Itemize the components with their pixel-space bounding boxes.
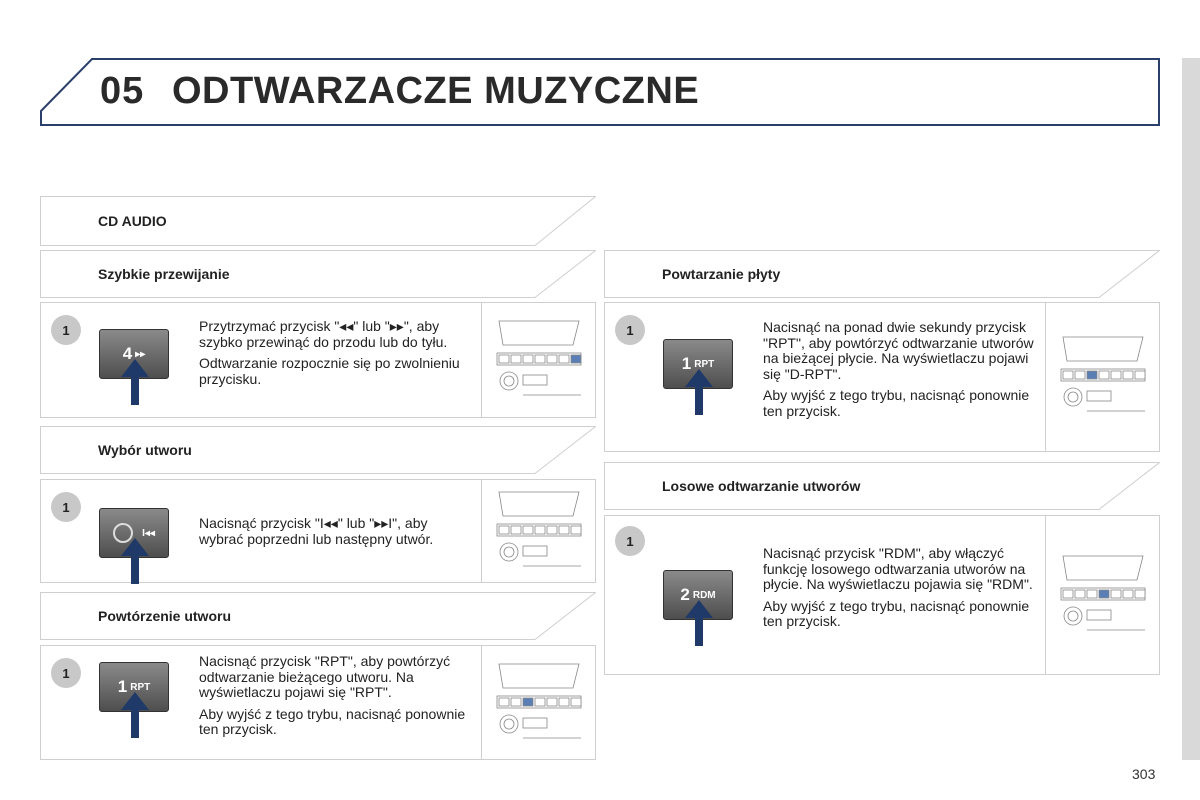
step-badge: 1 xyxy=(51,658,81,688)
cd-audio-title: CD AUDIO xyxy=(98,213,167,229)
button-function: RDM xyxy=(692,589,716,601)
skip-back-icon: I◂◂ xyxy=(142,527,155,539)
radio-panel-thumbnail xyxy=(1057,550,1149,642)
divider xyxy=(481,303,482,417)
paragraph: Nacisnąć przycisk "RDM", aby włączyć funkcję losowego odtwarzania utworów na płycie. Na wyświetlaczu pojawia się "RDM". xyxy=(763,545,1033,592)
divider xyxy=(481,646,482,759)
press-arrow-icon xyxy=(685,369,713,415)
section-tab-disc-repeat xyxy=(604,250,1160,298)
section-tab-fast-forward xyxy=(40,250,596,298)
button-number: 2 xyxy=(680,585,690,604)
section-tab-track-select xyxy=(40,426,596,474)
radio-panel-drawing xyxy=(493,658,585,750)
disc-repeat-box xyxy=(604,302,1160,452)
track-select-text xyxy=(199,516,475,553)
button-number: 4 xyxy=(122,344,133,363)
radio-panel-thumbnail xyxy=(1057,331,1149,423)
fast-forward-box xyxy=(40,302,596,418)
radio-panel-drawing xyxy=(1057,550,1149,642)
radio-panel-thumbnail xyxy=(493,658,585,750)
page-number: 303 xyxy=(1132,766,1156,782)
chapter-title: ODTWARZACZE MUZYCZNE xyxy=(172,70,700,112)
skip-button-illustration xyxy=(99,508,171,598)
paragraph: Aby wyjść z tego trybu, nacisnąć ponownie ten przycisk. xyxy=(763,387,1030,419)
paragraph: Przytrzymać przycisk "◂◂" lub "▸▸", aby szybko przewinąć do przodu lub do tyłu. xyxy=(199,318,448,350)
paragraph: Nacisnąć przycisk "RPT", aby powtórzyć odtwarzanie bieżącego utworu. Na wyświetlaczu pojawi się "RPT". xyxy=(199,653,451,700)
button-number: 1 xyxy=(681,354,692,373)
fast-forward-heading: Szybkie przewijanie xyxy=(98,266,230,282)
seek-button-illustration xyxy=(99,329,171,419)
rpt-button-illustration xyxy=(663,339,735,429)
track-repeat-box xyxy=(40,645,596,760)
track-repeat-text xyxy=(199,654,471,744)
random-play-heading: Losowe odtwarzanie utworów xyxy=(662,478,861,494)
button-number: 1 xyxy=(117,677,128,696)
paragraph: Aby wyjść z tego trybu, nacisnąć ponownie ten przycisk. xyxy=(763,597,1030,629)
paragraph: Aby wyjść z tego trybu, nacisnąć ponownie ten przycisk. xyxy=(199,705,466,737)
disc-repeat-heading: Powtarzanie płyty xyxy=(662,266,781,282)
fast-forward-icon: ▸▸ xyxy=(135,348,146,360)
press-arrow-icon xyxy=(121,538,149,584)
paragraph: Nacisnąć na ponad dwie sekundy przycisk "RPT", aby powtórzyć odtwarzanie utworów na bieżącej płycie. Na wyświetlaczu pojawi się "D-RPT". xyxy=(763,319,1034,382)
button-function: RPT xyxy=(130,681,151,693)
radio-panel-thumbnail xyxy=(493,315,585,407)
press-arrow-icon xyxy=(121,359,149,405)
section-tab-track-repeat xyxy=(40,592,596,640)
radio-panel-drawing xyxy=(493,486,585,578)
side-tab-bar xyxy=(1182,58,1200,760)
step-badge: 1 xyxy=(615,315,645,345)
random-play-box xyxy=(604,515,1160,675)
radio-panel-drawing xyxy=(493,315,585,407)
fast-forward-text xyxy=(199,319,471,393)
rpt-button-illustration xyxy=(99,662,171,752)
chapter-number: 05 xyxy=(100,70,145,112)
paragraph: Nacisnąć przycisk "I◂◂" lub "▸▸I", aby wybrać poprzedni lub następny utwór. xyxy=(199,515,434,547)
section-tab-random-play xyxy=(604,462,1160,510)
track-select-box xyxy=(40,479,596,583)
disc-repeat-text xyxy=(763,320,1035,425)
random-play-text xyxy=(763,546,1043,636)
button-function: RPT xyxy=(694,358,715,370)
paragraph: Odtwarzanie rozpocznie się po zwolnieniu przycisku. xyxy=(199,355,460,387)
radio-panel-thumbnail xyxy=(493,486,585,578)
press-arrow-icon xyxy=(121,692,149,738)
step-badge: 1 xyxy=(51,492,81,522)
track-select-heading: Wybór utworu xyxy=(98,442,192,458)
divider xyxy=(1045,516,1046,674)
section-tab-cd-audio xyxy=(40,196,596,246)
press-arrow-icon xyxy=(685,600,713,646)
step-badge: 1 xyxy=(51,315,81,345)
rdm-button-illustration xyxy=(663,570,735,660)
track-repeat-heading: Powtórzenie utworu xyxy=(98,608,231,624)
divider xyxy=(1045,303,1046,451)
divider xyxy=(481,480,482,582)
step-badge: 1 xyxy=(615,526,645,556)
radio-panel-drawing xyxy=(1057,331,1149,423)
